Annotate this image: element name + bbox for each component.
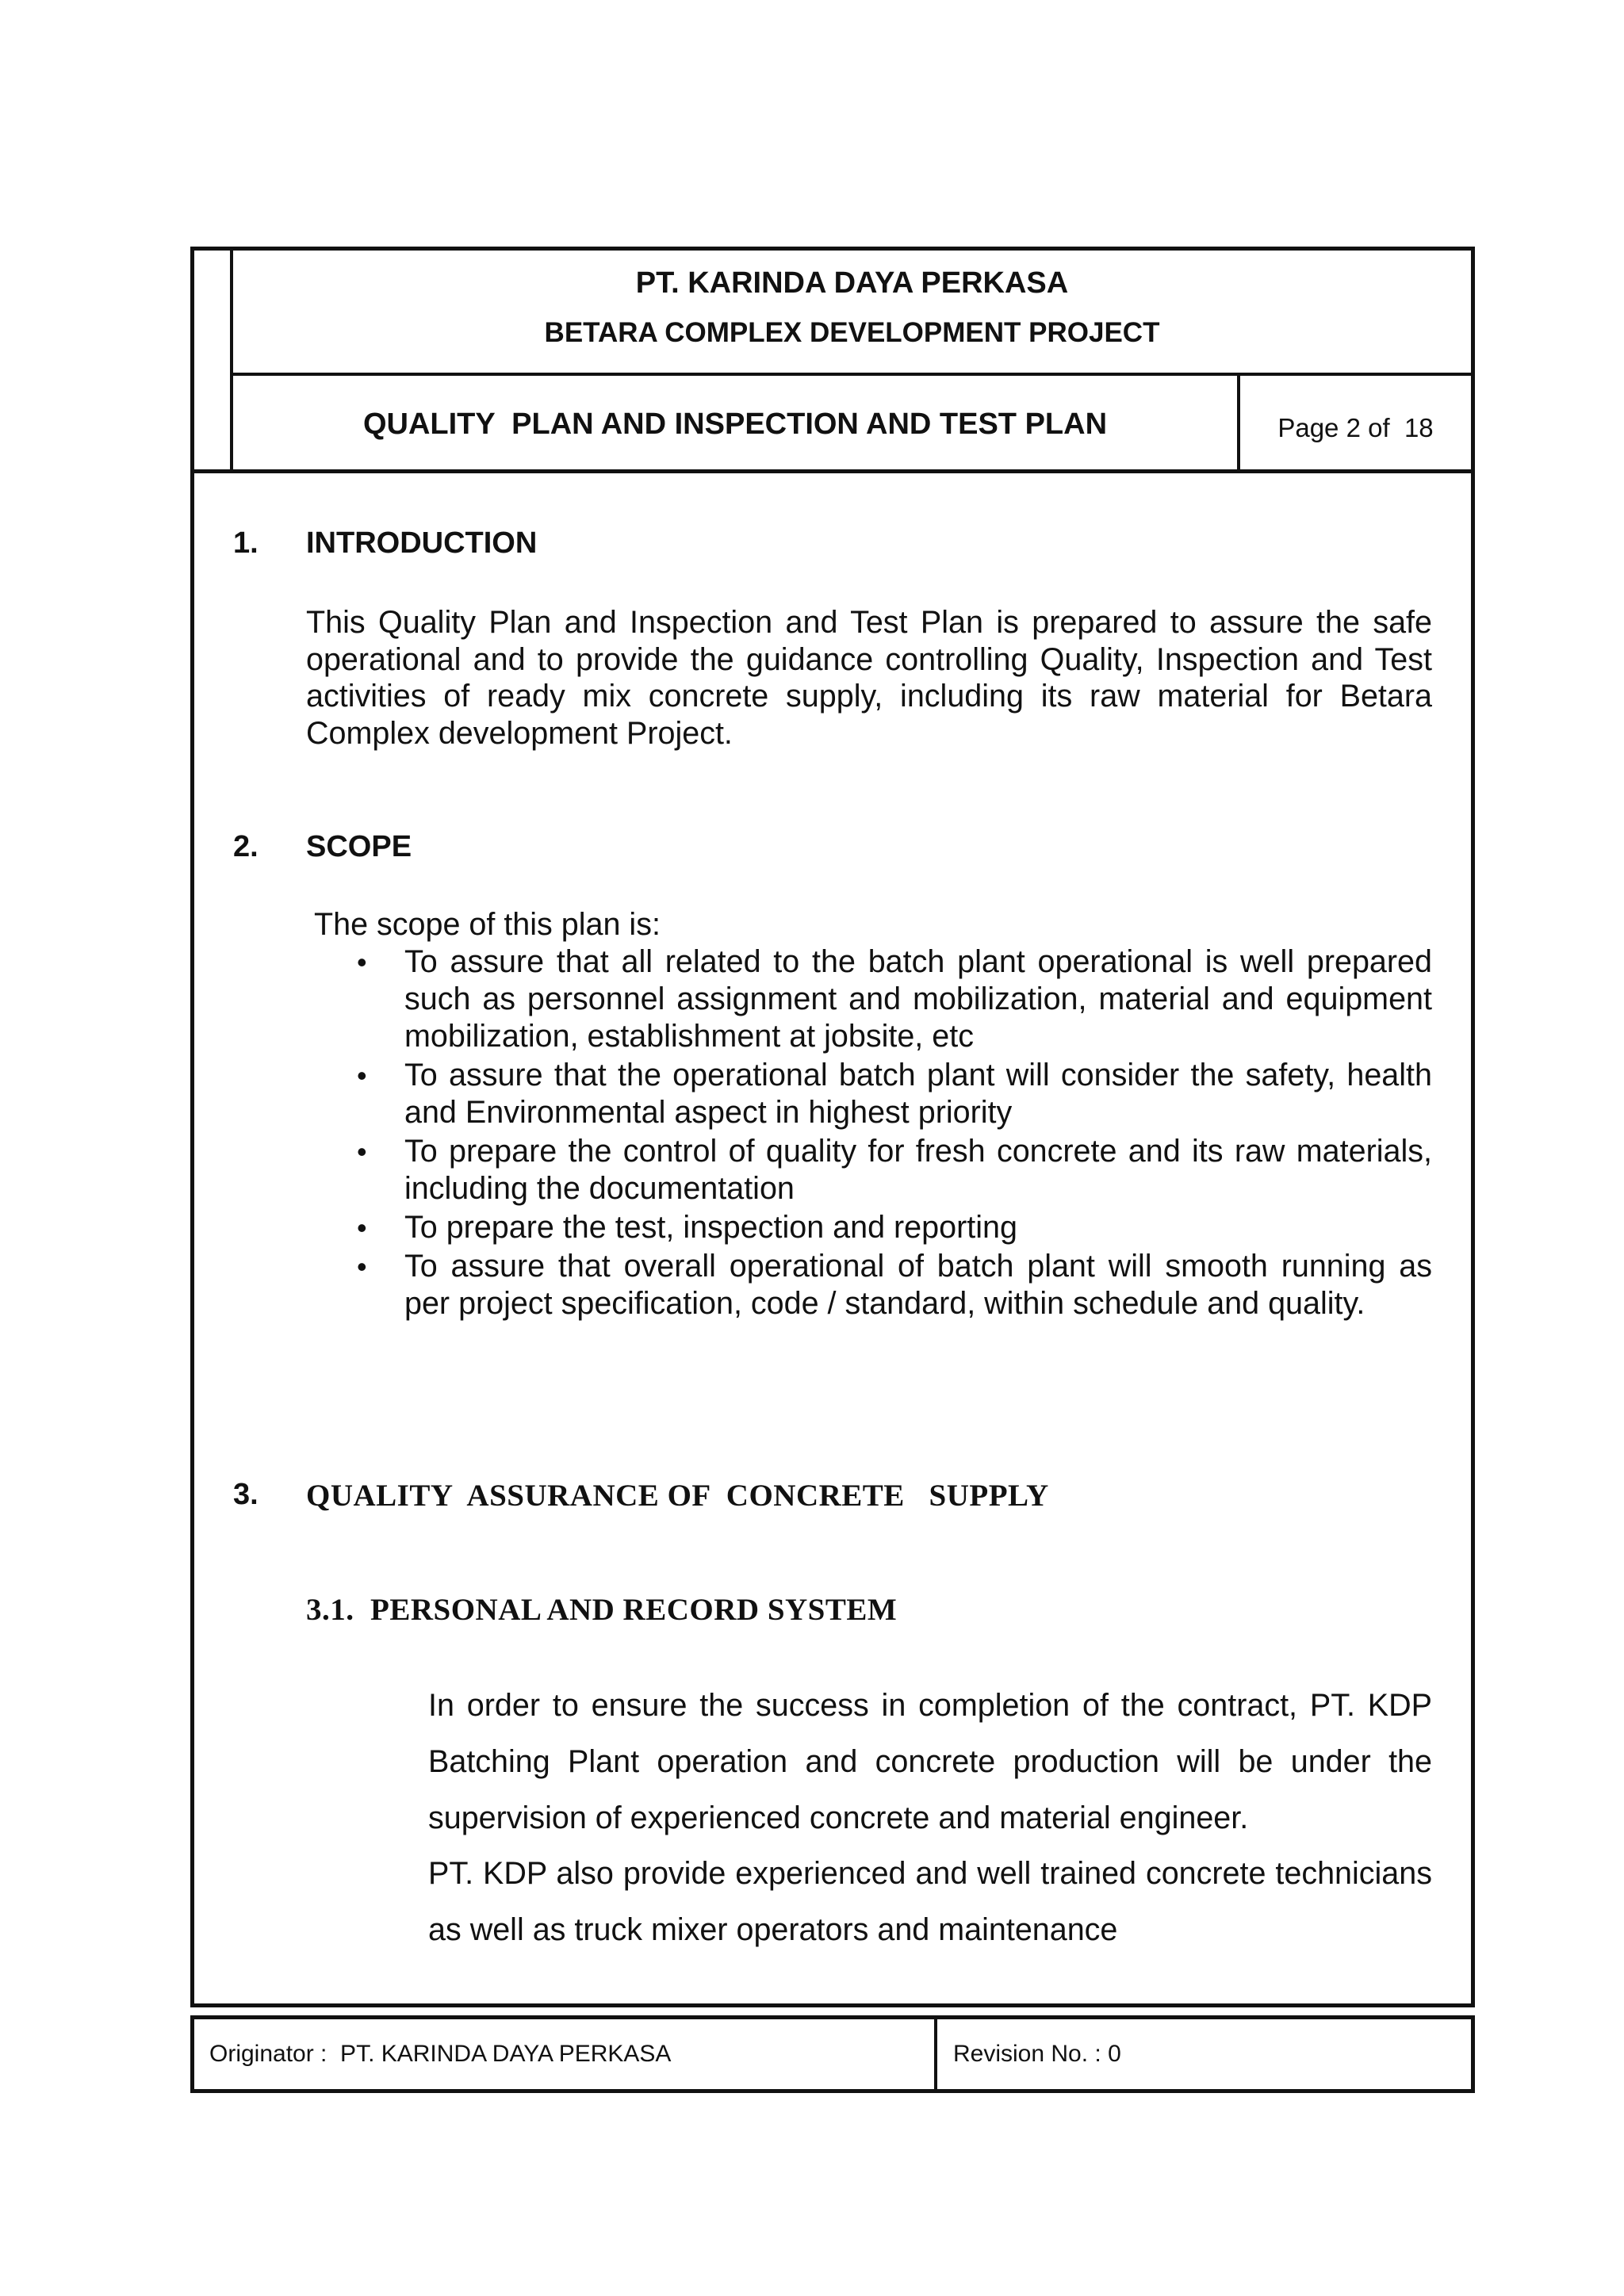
- list-item: [357, 1057, 1432, 1131]
- subsection-3-1-title: 3.1. PERSONAL AND RECORD SYSTEM: [306, 1593, 898, 1627]
- section-3-title: QUALITY ASSURANCE OF CONCRETE SUPPLY: [306, 1479, 1049, 1513]
- section-2-title: SCOPE: [306, 830, 412, 863]
- footer-originator: Originator : PT. KARINDA DAYA PERKASA: [209, 2041, 672, 2067]
- list-item: [357, 1209, 1432, 1246]
- frame-left-border: [190, 247, 194, 2007]
- document-title: QUALITY PLAN AND INSPECTION AND TEST PLAN: [362, 408, 1108, 441]
- list-item: [357, 1133, 1432, 1207]
- frame-bottom-border: [190, 2003, 1475, 2007]
- section-3-paragraph-a: In order to ensure the success in completion of the contract, PT. KDP Batching Plant operation and concrete production will be under the supervision of experienced concrete and material engineer.: [428, 1688, 1432, 1835]
- bullet-icon: •: [357, 1135, 367, 1168]
- list-item-text: To prepare the test, inspection and reporting: [404, 1210, 1017, 1245]
- list-item-text: To assure that overall operational of batch plant will smooth running as per project specification, code / standard, within schedule and quality.: [404, 1249, 1432, 1321]
- section-1-text: This Quality Plan and Inspection and Test Plan is prepared to assure the safe operational and to provide the guidance controlling Quality, Inspection and Test activities of ready mix concrete supply, including its raw material for Betara Complex development Project.: [306, 605, 1432, 751]
- list-item-text: To assure that the operational batch plant will consider the safety, health and Environmental aspect in highest priority: [404, 1058, 1432, 1130]
- list-item-text: To prepare the control of quality for fresh concrete and its raw materials, including the documentation: [404, 1134, 1432, 1206]
- section-2-number: 2.: [233, 830, 259, 863]
- section-1-title: INTRODUCTION: [306, 526, 538, 560]
- footer-bottom-border: [190, 2089, 1475, 2093]
- section-3-number: 3.: [233, 1478, 259, 1511]
- project-name: BETARA COMPLEX DEVELOPMENT PROJECT: [544, 317, 1160, 348]
- company-name: PT. KARINDA DAYA PERKASA: [635, 266, 1069, 300]
- footer-top-border: [190, 2015, 1475, 2019]
- footer-left-border: [190, 2015, 194, 2093]
- header-divider-1: [230, 373, 1475, 376]
- footer-revision: Revision No. : 0: [953, 2041, 1121, 2067]
- bullet-icon: •: [357, 1059, 367, 1092]
- section-3-paragraph-b: PT. KDP also provide experienced and well trained concrete technicians as well as truck mixer operators and maintenance: [428, 1856, 1432, 1947]
- section-1-number: 1.: [233, 526, 259, 560]
- list-item: [357, 943, 1432, 1055]
- header-divider-2: [190, 469, 1475, 473]
- bullet-icon: •: [357, 1211, 367, 1244]
- frame-top-border: [190, 247, 1475, 251]
- scope-bullet-list: [357, 943, 1432, 1322]
- page-number: Page 2 of 18: [1277, 413, 1434, 442]
- list-item: [357, 1248, 1432, 1322]
- list-item-text: To assure that all related to the batch plant operational is well prepared such as personnel assignment and mobilization, material and equipment mobilization, establishment at jobsite, etc: [404, 944, 1432, 1054]
- footer-divider: [934, 2015, 937, 2093]
- footer-right-border: [1471, 2015, 1475, 2093]
- scope-intro: The scope of this plan is:: [314, 907, 661, 942]
- bullet-icon: •: [357, 946, 367, 978]
- bullet-icon: •: [357, 1250, 367, 1283]
- frame-right-border: [1471, 247, 1475, 2007]
